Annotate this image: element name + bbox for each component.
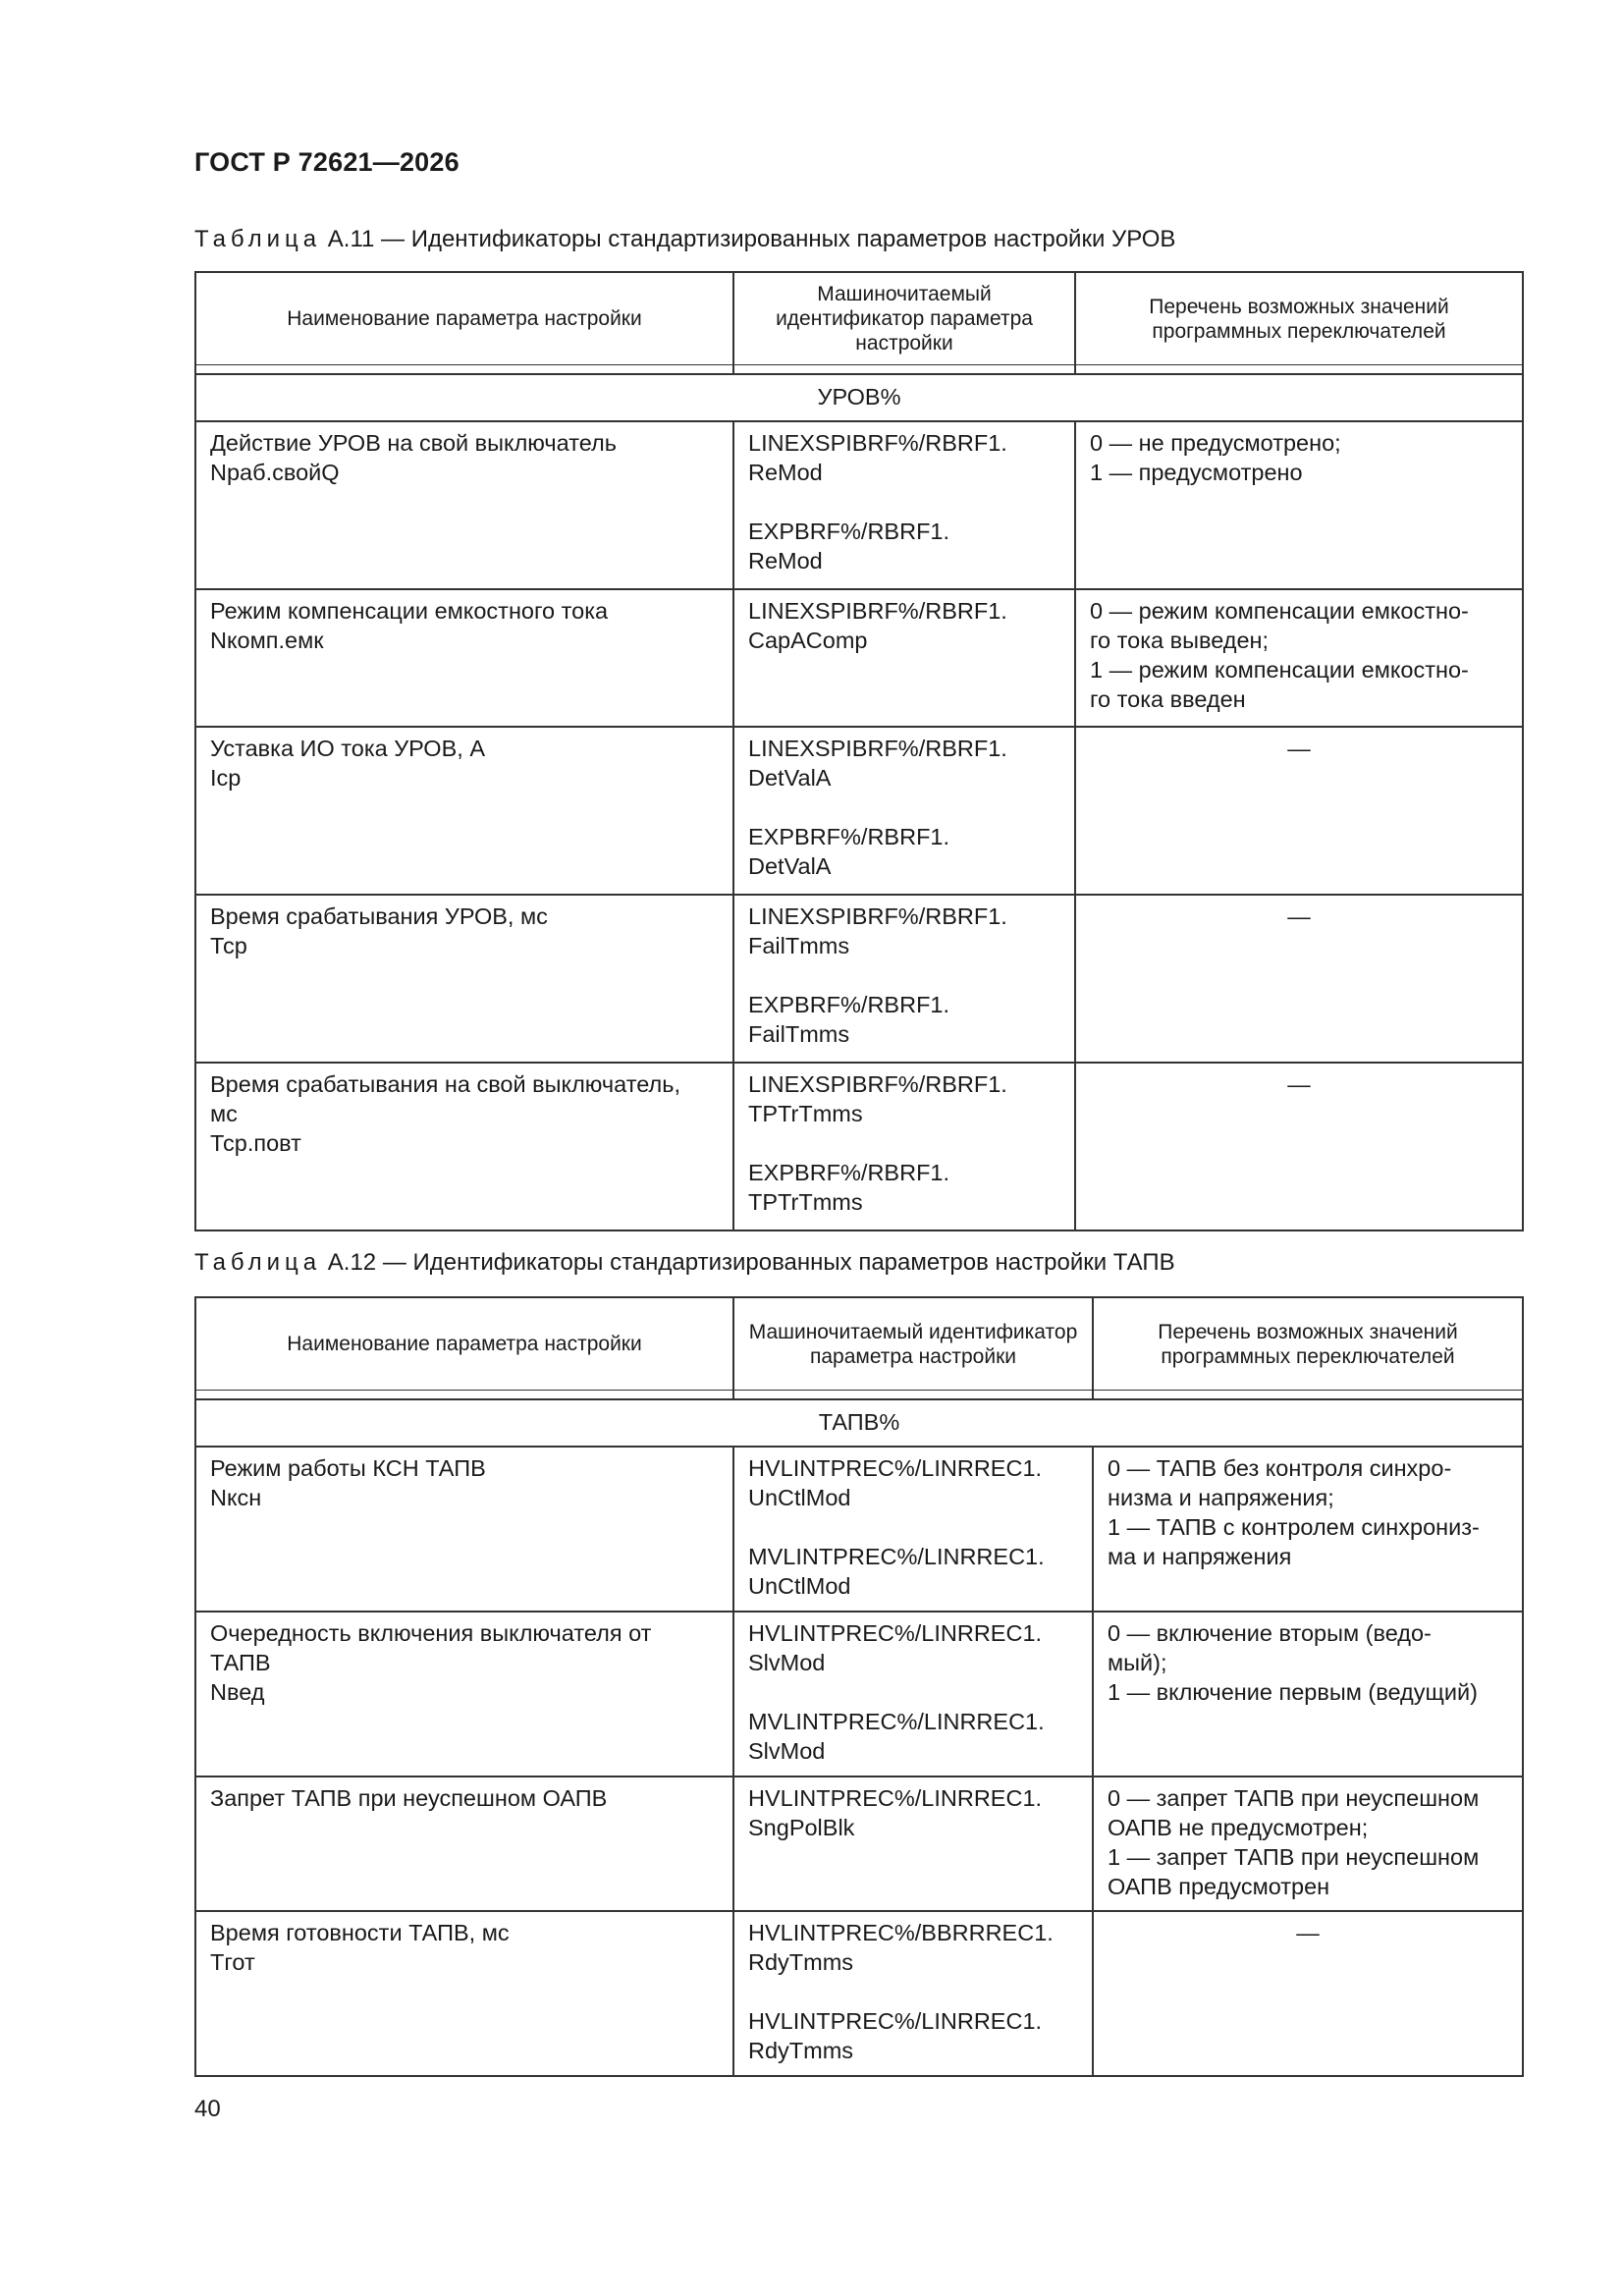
table-a12: [194, 1296, 1524, 2077]
param-id: TPTrTmms: [748, 1101, 863, 1126]
param-id: HVLINTPREC%/LINRREC1.: [748, 1620, 1043, 1646]
param-id-cell: [733, 1777, 1093, 1911]
param-id: DetValA: [748, 765, 832, 791]
table-row: [195, 589, 1523, 727]
param-value: 1 — ТАПВ с контролем синхрониз-: [1108, 1514, 1480, 1540]
caption-text: А.11 — Идентификаторы стандартизированных параметров настройки УРОВ: [327, 226, 1176, 252]
param-id: MVLINTPREC%/LINRREC1.: [748, 1709, 1045, 1734]
param-id: UnCtlMod: [748, 1485, 851, 1510]
param-name-cell: [195, 895, 733, 1063]
param-id: EXPBRF%/RBRF1.: [748, 1160, 950, 1185]
param-values-cell: [1075, 727, 1523, 895]
table-row: [195, 1612, 1523, 1777]
table-a11-caption: [194, 226, 1175, 253]
column-header: Машиночитаемый идентификатор параметра настройки: [733, 272, 1075, 365]
param-symbol: Nраб.свойQ: [210, 460, 340, 485]
param-value: 0 — запрет ТАПВ при неуспешном: [1108, 1785, 1480, 1811]
param-id-cell: [733, 895, 1075, 1063]
param-id: ReMod: [748, 548, 823, 574]
param-id: HVLINTPREC%/LINRREC1.: [748, 1455, 1043, 1481]
param-id: DetValA: [748, 853, 832, 879]
table-row: [195, 727, 1523, 895]
param-id: FailTmms: [748, 933, 850, 958]
param-name-cell: [195, 1911, 733, 2076]
param-id-cell: [733, 1447, 1093, 1612]
param-value: го тока выведен;: [1090, 628, 1270, 653]
param-id: LINEXSPIBRF%/RBRF1.: [748, 736, 1007, 761]
param-value: 0 — включение вторым (ведо-: [1108, 1620, 1432, 1646]
param-name-cell: [195, 1063, 733, 1230]
param-name: Время готовности ТАПВ, мс: [210, 1920, 510, 1945]
param-name: ТАПВ: [210, 1650, 271, 1675]
param-value: 1 — предусмотрено: [1090, 460, 1303, 485]
table-row: [195, 1777, 1523, 1911]
param-id-cell: [733, 727, 1075, 895]
column-header: Перечень возможных значений программных переключателей: [1093, 1297, 1523, 1391]
param-value: —: [1287, 1071, 1311, 1097]
header-separator: [195, 365, 1523, 375]
table-a12-caption: [194, 1249, 1175, 1277]
param-symbol: Nксн: [210, 1485, 262, 1510]
table-row: [195, 421, 1523, 589]
param-id-cell: [733, 1911, 1093, 2076]
param-id: EXPBRF%/RBRF1.: [748, 824, 950, 849]
standard-header: ГОСТ Р 72621—2026: [194, 147, 460, 177]
param-values-cell: [1093, 1447, 1523, 1612]
param-id: LINEXSPIBRF%/RBRF1.: [748, 430, 1007, 456]
param-value: 1 — запрет ТАПВ при неуспешном: [1108, 1844, 1480, 1870]
param-name: Режим работы КСН ТАПВ: [210, 1455, 486, 1481]
param-symbol: Тср.повт: [210, 1130, 301, 1156]
param-name: Запрет ТАПВ при неуспешном ОАПВ: [210, 1785, 608, 1811]
param-name: Очередность включения выключателя от: [210, 1620, 652, 1646]
param-values-cell: [1093, 1777, 1523, 1911]
param-id: RdyTmms: [748, 1949, 854, 1975]
param-value: 0 — ТАПВ без контроля синхро-: [1108, 1455, 1452, 1481]
param-value: —: [1287, 736, 1311, 761]
param-value: 1 — режим компенсации емкостно-: [1090, 657, 1469, 683]
param-value: низма и напряжения;: [1108, 1485, 1334, 1510]
param-id: LINEXSPIBRF%/RBRF1.: [748, 1071, 1007, 1097]
param-values-cell: [1075, 895, 1523, 1063]
column-header: Наименование параметра настройки: [195, 1297, 733, 1391]
param-value: 1 — включение первым (ведущий): [1108, 1679, 1478, 1705]
param-value: —: [1287, 903, 1311, 929]
param-id: CapAComp: [748, 628, 868, 653]
param-id: HVLINTPREC%/LINRREC1.: [748, 2008, 1043, 2034]
param-value: ОАПВ предусмотрен: [1108, 1874, 1330, 1899]
column-header: Машиночитаемый идентификатор параметра настройки: [733, 1297, 1093, 1391]
param-name-cell: [195, 1612, 733, 1777]
param-id: TPTrTmms: [748, 1189, 863, 1215]
param-values-cell: [1093, 1911, 1523, 2076]
param-value: —: [1296, 1920, 1320, 1945]
table-row: [195, 1063, 1523, 1230]
param-symbol: Тср: [210, 933, 247, 958]
param-name: Действие УРОВ на свой выключатель: [210, 430, 617, 456]
param-id-cell: [733, 1612, 1093, 1777]
column-header: Перечень возможных значений программных переключателей: [1075, 272, 1523, 365]
param-value: ОАПВ не предусмотрен;: [1108, 1815, 1369, 1840]
param-name-cell: [195, 421, 733, 589]
caption-text: А.12 — Идентификаторы стандартизированных параметров настройки ТАПВ: [327, 1249, 1175, 1276]
table-row: [195, 895, 1523, 1063]
param-symbol: Iср: [210, 765, 242, 791]
header-separator: [195, 1391, 1523, 1400]
param-name: Время срабатывания на свой выключатель,: [210, 1071, 680, 1097]
param-value: мый);: [1108, 1650, 1167, 1675]
param-values-cell: [1093, 1612, 1523, 1777]
param-name-cell: [195, 589, 733, 727]
param-id-cell: [733, 421, 1075, 589]
param-value: ма и напряжения: [1108, 1544, 1292, 1569]
param-id: ReMod: [748, 460, 823, 485]
section-label: ТАПВ%: [195, 1399, 1523, 1447]
param-symbol: Nвед: [210, 1679, 265, 1705]
param-values-cell: [1075, 421, 1523, 589]
section-row: [195, 1399, 1523, 1447]
param-value: 0 — режим компенсации емкостно-: [1090, 598, 1469, 624]
param-id: SngPolBlk: [748, 1815, 855, 1840]
param-value: 0 — не предусмотрено;: [1090, 430, 1341, 456]
table-header-row: [195, 1297, 1523, 1391]
column-header: Наименование параметра настройки: [195, 272, 733, 365]
caption-word: Таблица: [194, 226, 322, 252]
param-id: SlvMod: [748, 1650, 826, 1675]
param-symbol: Nкомп.емк: [210, 628, 324, 653]
param-id: EXPBRF%/RBRF1.: [748, 992, 950, 1017]
table-row: [195, 1911, 1523, 2076]
param-id: EXPBRF%/RBRF1.: [748, 519, 950, 544]
section-label: УРОВ%: [195, 374, 1523, 421]
caption-word: Таблица: [194, 1249, 322, 1276]
param-name-cell: [195, 1447, 733, 1612]
param-symbol: Тгот: [210, 1949, 255, 1975]
table-a11: [194, 271, 1524, 1231]
table-row: [195, 1447, 1523, 1612]
param-id: SlvMod: [748, 1738, 826, 1764]
param-id: RdyTmms: [748, 2038, 854, 2063]
param-id: HVLINTPREC%/BBRRREC1.: [748, 1920, 1054, 1945]
param-id-cell: [733, 589, 1075, 727]
param-values-cell: [1075, 589, 1523, 727]
param-name: Уставка ИО тока УРОВ, А: [210, 736, 485, 761]
param-id: MVLINTPREC%/LINRREC1.: [748, 1544, 1045, 1569]
section-row: [195, 374, 1523, 421]
param-id: HVLINTPREC%/LINRREC1.: [748, 1785, 1043, 1811]
param-name-cell: [195, 1777, 733, 1911]
param-id-cell: [733, 1063, 1075, 1230]
param-name-cell: [195, 727, 733, 895]
param-id: LINEXSPIBRF%/RBRF1.: [748, 903, 1007, 929]
page-number: 40: [194, 2096, 221, 2122]
param-id: LINEXSPIBRF%/RBRF1.: [748, 598, 1007, 624]
param-value: го тока введен: [1090, 686, 1246, 712]
param-name: Режим компенсации емкостного тока: [210, 598, 609, 624]
param-id: FailTmms: [748, 1021, 850, 1047]
param-name: мс: [210, 1101, 238, 1126]
table-header-row: [195, 272, 1523, 365]
param-id: UnCtlMod: [748, 1573, 851, 1599]
param-name: Время срабатывания УРОВ, мс: [210, 903, 548, 929]
param-values-cell: [1075, 1063, 1523, 1230]
